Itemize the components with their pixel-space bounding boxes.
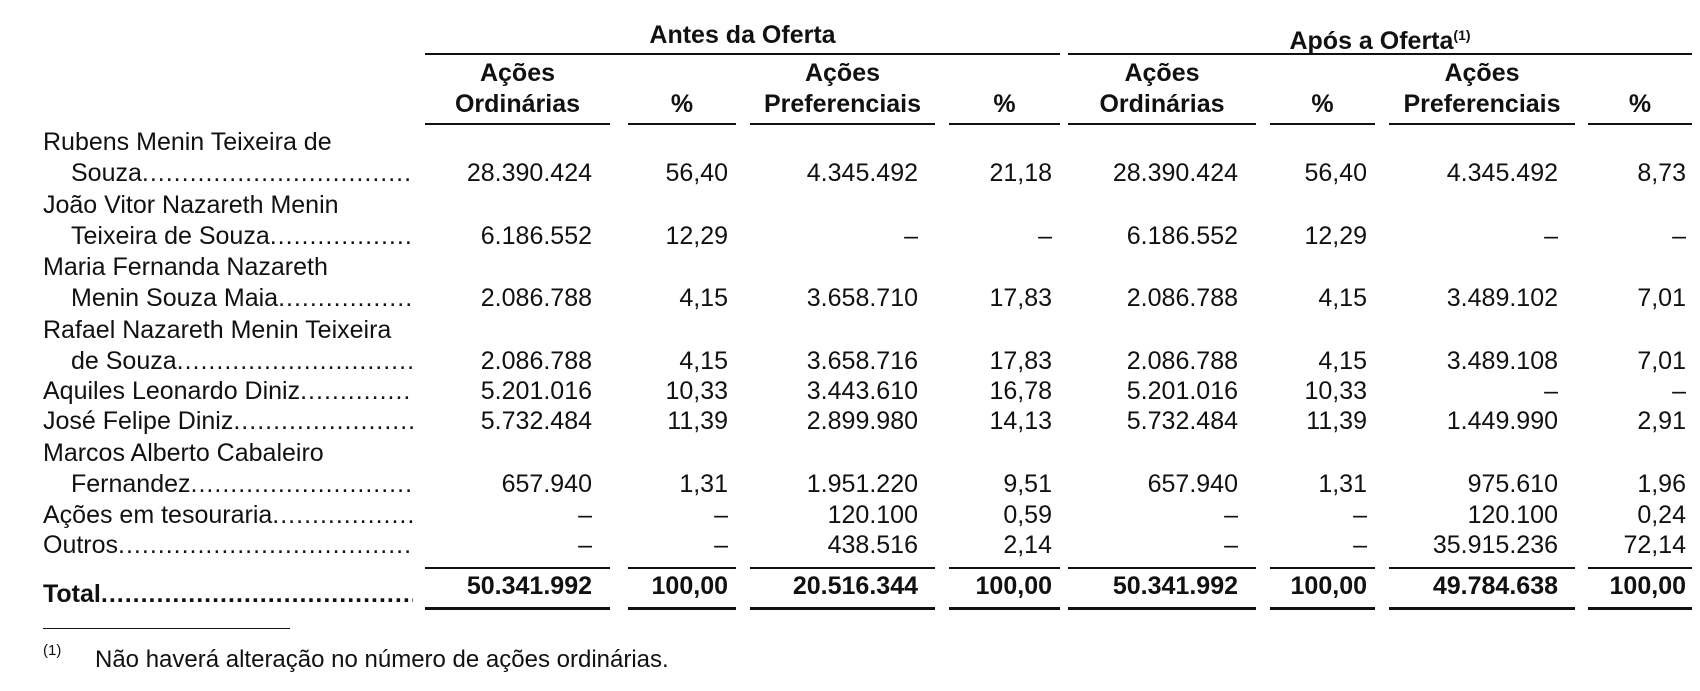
total-rule bbox=[1588, 607, 1692, 610]
total-rule bbox=[750, 607, 935, 610]
table-cell: 4,15 bbox=[1318, 284, 1367, 312]
table-cell: 17,83 bbox=[989, 347, 1052, 375]
table-cell: 1,96 bbox=[1637, 470, 1686, 498]
table-cell: – bbox=[578, 531, 592, 559]
total-rule bbox=[1270, 607, 1375, 610]
table-cell: 2,91 bbox=[1637, 407, 1686, 435]
table-cell: 3.658.710 bbox=[806, 284, 918, 312]
table-cell: 2.086.788 bbox=[480, 347, 592, 375]
row-name: Souza bbox=[71, 159, 142, 187]
table-cell: – bbox=[1224, 531, 1238, 559]
row-name: Fernandez bbox=[71, 470, 191, 498]
table-cell: – bbox=[904, 222, 918, 250]
col-header-1-line1: Ações bbox=[479, 59, 556, 87]
table-cell: – bbox=[1672, 222, 1686, 250]
row-name-line1: João Vitor Nazareth Menin bbox=[43, 191, 339, 219]
table-cell: 56,40 bbox=[1304, 159, 1367, 187]
group-header-after-label: Após a Oferta bbox=[1289, 27, 1454, 55]
row-name-cell bbox=[43, 283, 413, 313]
table-cell: 21,18 bbox=[989, 159, 1052, 187]
row-name: Teixeira de Souza bbox=[71, 222, 270, 250]
table-cell: 4,15 bbox=[679, 347, 728, 375]
row-name-line1: Rubens Menin Teixeira de bbox=[43, 128, 332, 156]
col-rule bbox=[949, 123, 1060, 125]
col-rule bbox=[750, 123, 935, 125]
total-cell: 100,00 bbox=[975, 572, 1052, 600]
table-cell: 1.951.220 bbox=[806, 470, 918, 498]
col-rule bbox=[425, 123, 610, 125]
table-cell: 2.086.788 bbox=[1126, 284, 1238, 312]
total-label-cell bbox=[43, 579, 413, 609]
table-cell: 8,73 bbox=[1637, 159, 1686, 187]
table-cell: 35.915.236 bbox=[1432, 531, 1558, 559]
table-cell: 4.345.492 bbox=[806, 159, 918, 187]
table-cell: – bbox=[1038, 222, 1052, 250]
table-cell: 5.201.016 bbox=[1126, 377, 1238, 405]
col-rule bbox=[1270, 123, 1375, 125]
table-cell: 5.201.016 bbox=[480, 377, 592, 405]
table-cell: 11,39 bbox=[667, 407, 728, 435]
footnote-text: Não haverá alteração no número de ações ordinárias. bbox=[95, 646, 669, 673]
row-name-cell bbox=[43, 406, 413, 436]
table-cell: 7,01 bbox=[1637, 347, 1686, 375]
total-cell: 50.341.992 bbox=[1112, 572, 1238, 600]
table-cell: 2.899.980 bbox=[806, 407, 918, 435]
subtotal-rule bbox=[1389, 567, 1575, 569]
col-rule bbox=[628, 123, 736, 125]
total-cell: 100,00 bbox=[1609, 572, 1686, 600]
table-cell: 975.610 bbox=[1467, 470, 1558, 498]
row-name-cell bbox=[43, 158, 413, 188]
table-cell: 17,83 bbox=[989, 284, 1052, 312]
table-cell: 4,15 bbox=[1318, 347, 1367, 375]
subtotal-rule bbox=[1068, 567, 1256, 569]
col-header-7-line2: Preferenciais bbox=[1403, 90, 1561, 118]
table-cell: 657.940 bbox=[1147, 470, 1238, 498]
table-cell: 120.100 bbox=[1467, 501, 1558, 529]
total-cell: 20.516.344 bbox=[792, 572, 918, 600]
total-rule bbox=[949, 607, 1060, 610]
table-cell: 28.390.424 bbox=[466, 159, 592, 187]
total-cell: 49.784.638 bbox=[1432, 572, 1558, 600]
row-name: Aquiles Leonardo Diniz bbox=[43, 377, 301, 405]
table-cell: – bbox=[714, 531, 728, 559]
col-header-3-line2: Preferenciais bbox=[763, 90, 922, 118]
subtotal-rule bbox=[628, 567, 736, 569]
table-cell: 6.186.552 bbox=[1126, 222, 1238, 250]
subtotal-rule bbox=[425, 567, 610, 569]
table-cell: 5.732.484 bbox=[480, 407, 592, 435]
table-cell: 10,33 bbox=[1304, 377, 1367, 405]
subtotal-rule bbox=[1588, 567, 1692, 569]
footnote-separator bbox=[43, 628, 290, 629]
table-cell: 10,33 bbox=[665, 377, 728, 405]
table-cell: – bbox=[1544, 377, 1558, 405]
footnote-marker: (1) bbox=[43, 642, 62, 659]
col-rule bbox=[1389, 123, 1575, 125]
table-cell: 1,31 bbox=[679, 470, 728, 498]
table-cell: 56,40 bbox=[665, 159, 728, 187]
col-header-3-line1: Ações bbox=[804, 59, 881, 87]
row-name-cell bbox=[43, 500, 413, 530]
table-cell: 2.086.788 bbox=[480, 284, 592, 312]
col-header-4-line2: % bbox=[993, 90, 1016, 118]
table-cell: 9,51 bbox=[1003, 470, 1052, 498]
total-cell: 50.341.992 bbox=[466, 572, 592, 600]
row-name-cell bbox=[43, 530, 413, 560]
total-rule bbox=[1389, 607, 1575, 610]
total-cell: 100,00 bbox=[1290, 572, 1367, 600]
table-cell: – bbox=[1672, 377, 1686, 405]
col-header-2-line2: % bbox=[670, 90, 694, 118]
table-cell: 4.345.492 bbox=[1446, 159, 1558, 187]
table-cell: 1.449.990 bbox=[1446, 407, 1558, 435]
table-cell: 6.186.552 bbox=[480, 222, 592, 250]
table-cell: – bbox=[1544, 222, 1558, 250]
row-name: Menin Souza Maia bbox=[71, 284, 279, 312]
table-cell: 5.732.484 bbox=[1126, 407, 1238, 435]
total-rule bbox=[628, 607, 736, 610]
row-name: José Felipe Diniz bbox=[43, 407, 234, 435]
total-rule bbox=[1068, 607, 1256, 610]
row-name: de Souza bbox=[71, 347, 177, 375]
table-cell: 2.086.788 bbox=[1126, 347, 1238, 375]
col-header-1-line2: Ordinárias bbox=[454, 90, 581, 118]
table-cell: 4,15 bbox=[679, 284, 728, 312]
col-header-8-line2: % bbox=[1628, 90, 1652, 118]
row-name-line1: Marcos Alberto Cabaleiro bbox=[43, 439, 324, 467]
table-cell: 3.443.610 bbox=[806, 377, 918, 405]
table-cell: 2,14 bbox=[1003, 531, 1052, 559]
table-cell: 0,24 bbox=[1637, 501, 1686, 529]
table-cell: 3.489.102 bbox=[1446, 284, 1558, 312]
table-cell: – bbox=[714, 501, 728, 529]
row-name: Outros bbox=[43, 531, 119, 559]
row-name-line1: Rafael Nazareth Menin Teixeira bbox=[43, 316, 392, 344]
subtotal-rule bbox=[949, 567, 1060, 569]
col-rule bbox=[1588, 123, 1692, 125]
table-cell: 3.489.108 bbox=[1446, 347, 1558, 375]
row-name-cell bbox=[43, 346, 413, 376]
table-cell: 3.658.716 bbox=[806, 347, 918, 375]
table-cell: 11,39 bbox=[1306, 407, 1367, 435]
total-label: Total bbox=[43, 580, 101, 608]
table-cell: 1,31 bbox=[1318, 470, 1367, 498]
group-header-after-footnote-ref: (1) bbox=[1453, 27, 1471, 43]
table-cell: 657.940 bbox=[501, 470, 592, 498]
table-cell: 28.390.424 bbox=[1112, 159, 1238, 187]
row-name: Ações em tesouraria bbox=[43, 501, 273, 529]
row-name-cell bbox=[43, 376, 413, 406]
table-cell: 438.516 bbox=[827, 531, 918, 559]
subtotal-rule bbox=[750, 567, 935, 569]
col-header-5-line2: Ordinárias bbox=[1099, 90, 1225, 118]
table-cell: 12,29 bbox=[1304, 222, 1367, 250]
col-header-7-line1: Ações bbox=[1444, 59, 1520, 87]
group-rule-before bbox=[425, 53, 1060, 55]
col-header-5-line1: Ações bbox=[1124, 59, 1200, 87]
table-cell: 16,78 bbox=[989, 377, 1052, 405]
table-cell: – bbox=[578, 501, 592, 529]
table-cell: 12,29 bbox=[665, 222, 728, 250]
group-header-before: Antes da Oferta bbox=[649, 21, 836, 49]
total-rule bbox=[425, 607, 610, 610]
col-header-6-line2: % bbox=[1311, 90, 1334, 118]
table-cell: 72,14 bbox=[1623, 531, 1686, 559]
table-cell: – bbox=[1353, 501, 1367, 529]
row-name-cell bbox=[43, 469, 413, 499]
row-name-line1: Maria Fernanda Nazareth bbox=[43, 253, 328, 281]
table-cell: 14,13 bbox=[989, 407, 1052, 435]
group-header-after bbox=[1068, 20, 1692, 56]
table-cell: – bbox=[1224, 501, 1238, 529]
row-name-cell bbox=[43, 221, 413, 251]
col-rule bbox=[1068, 123, 1256, 125]
table-cell: 0,59 bbox=[1003, 501, 1052, 529]
subtotal-rule bbox=[1270, 567, 1375, 569]
total-cell: 100,00 bbox=[651, 572, 728, 600]
table-cell: 7,01 bbox=[1637, 284, 1686, 312]
table-cell: – bbox=[1353, 531, 1367, 559]
table-cell: 120.100 bbox=[827, 501, 918, 529]
group-rule-after bbox=[1068, 53, 1692, 55]
